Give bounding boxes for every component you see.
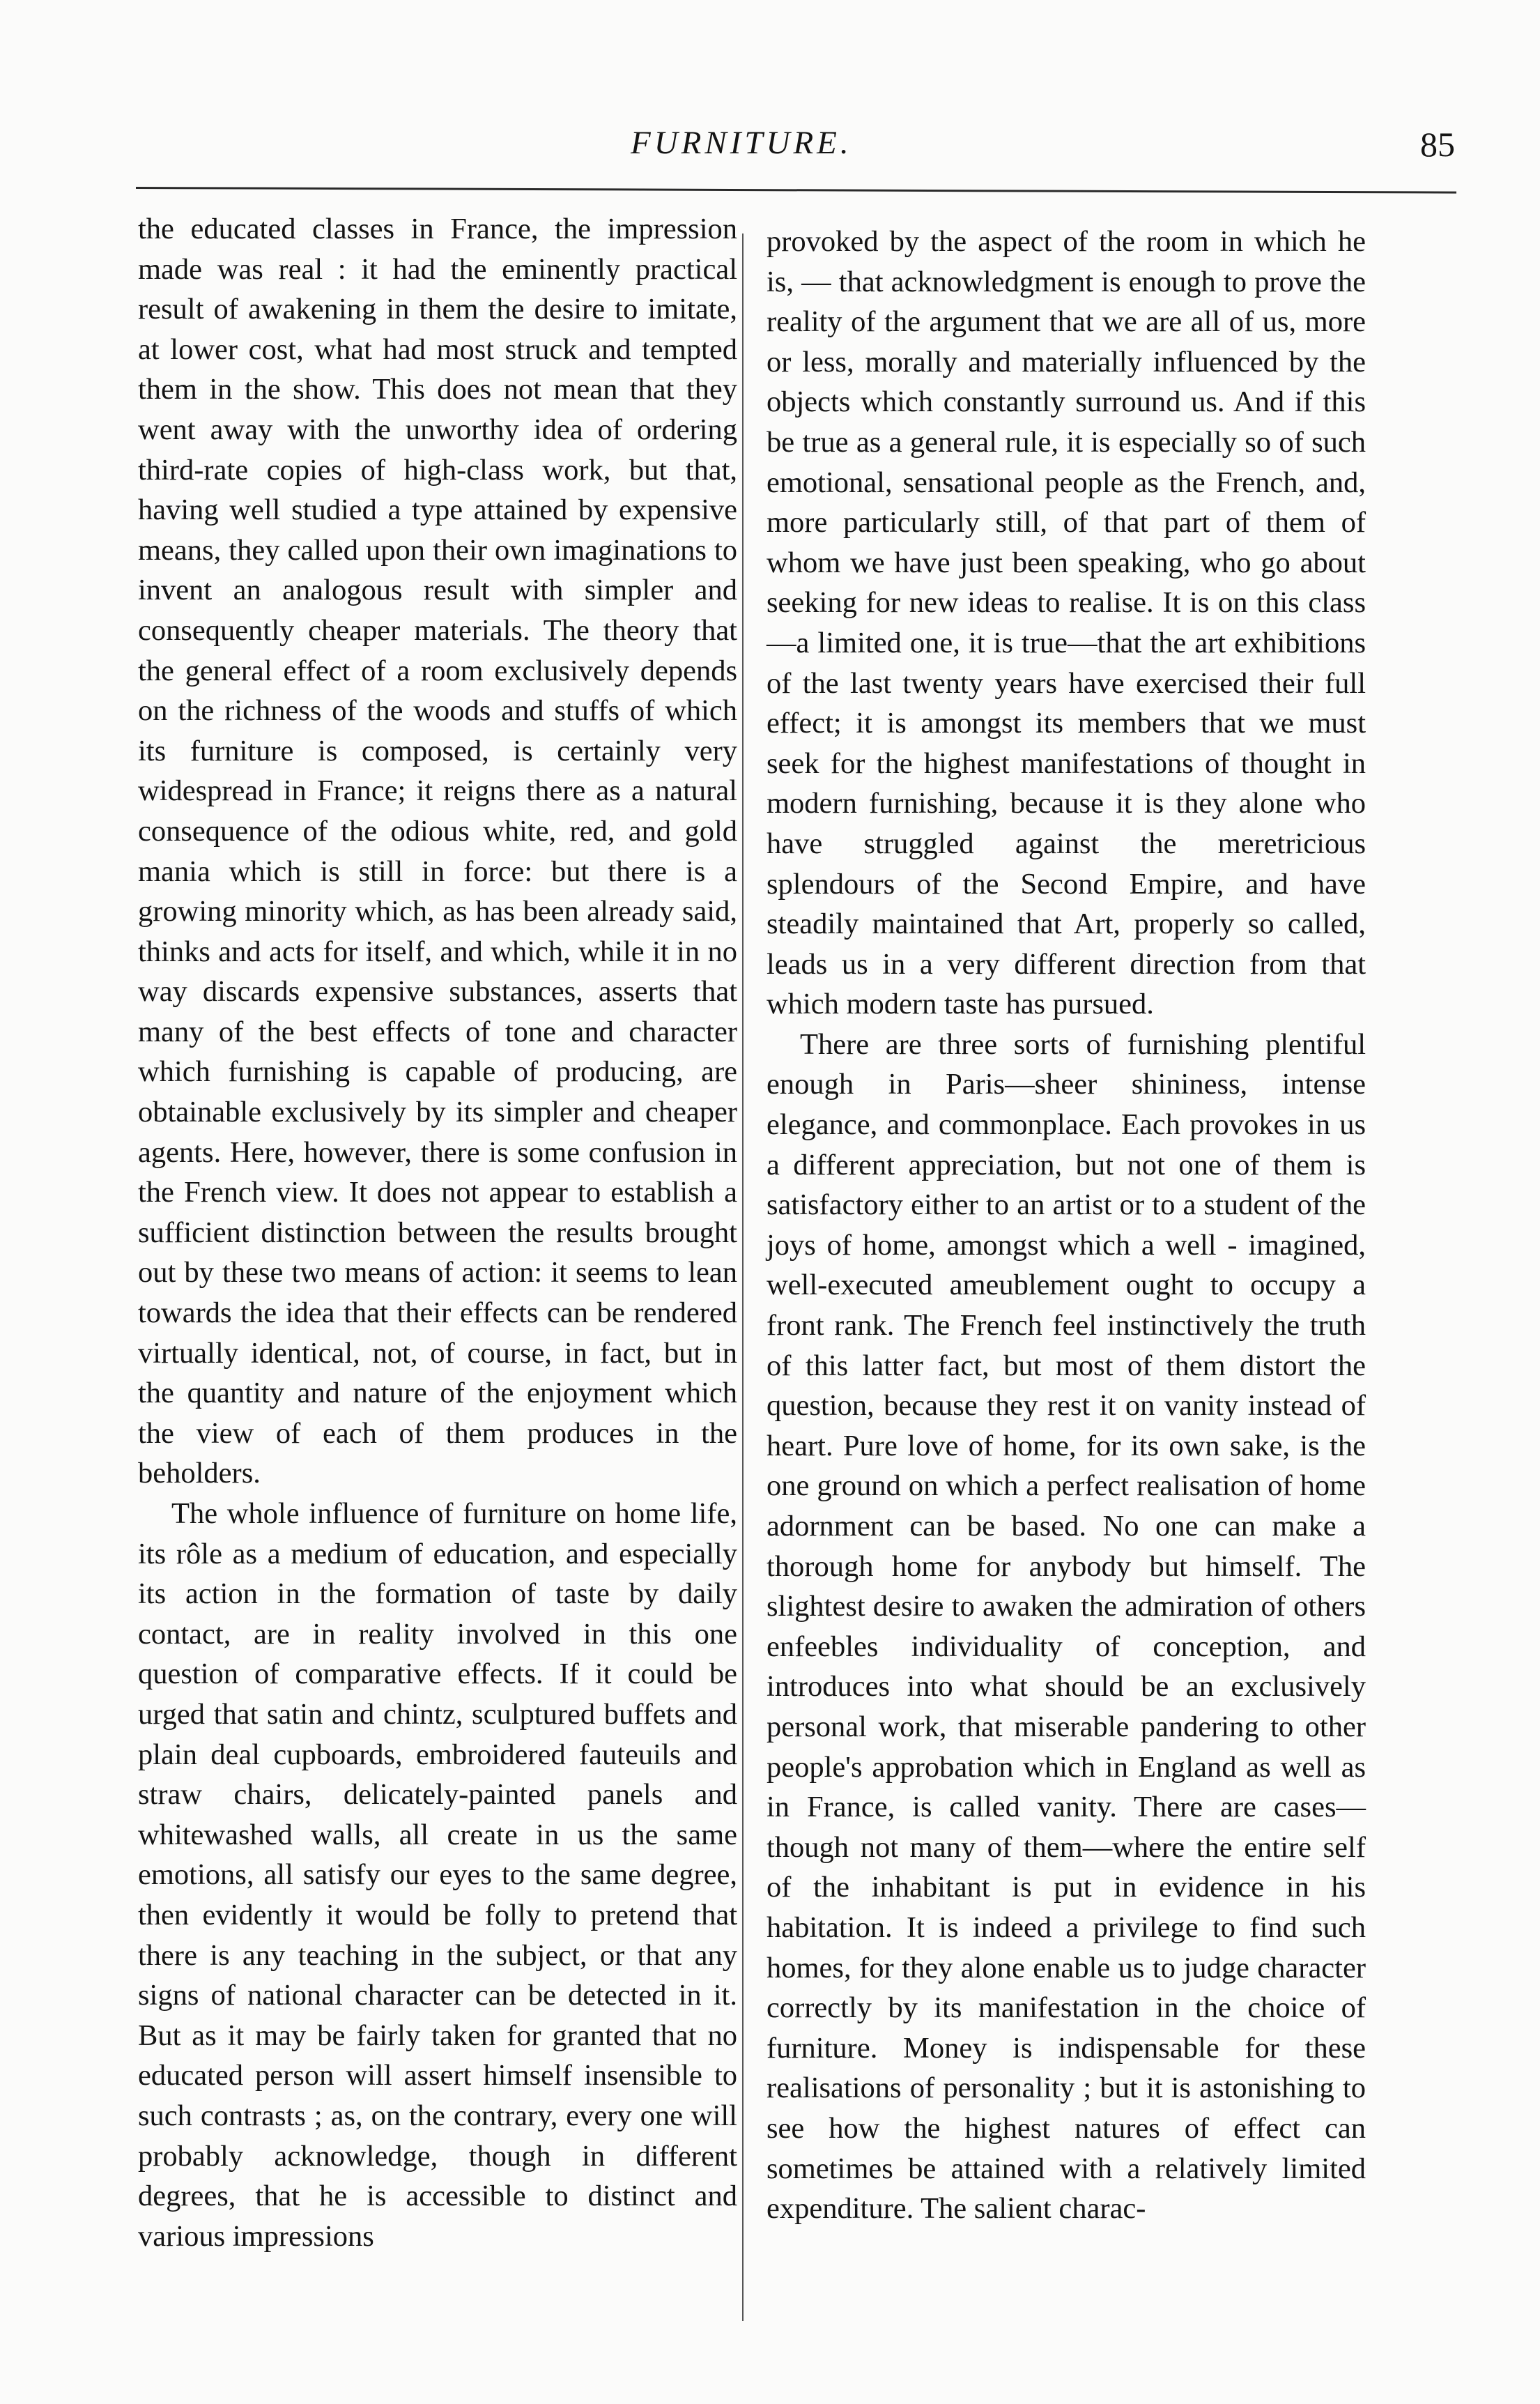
right-column (767, 222, 1366, 2229)
paragraph: There are three sorts of furnishing plentiful enough in Paris—sheer shininess, intense elegance, and commonplace. Each provokes in us a different appreciation, but not one of them is satisfactory either to an artist or to a student of the joys of home, amongst which a well - imagined, well-executed ameublement ought to occupy a front rank. The French feel instinctively the truth of this latter fact, but most of them distort the question, because they rest it on vanity instead of heart. Pure love of home, for its own sake, is the one ground on which a perfect realisation of home adornment can be based. No one can make a thorough home for anybody but himself. The slightest desire to awaken the admiration of others enfeebles individuality of conception, and introduces into what should be an exclusively personal work, that miserable pandering to other people's approbation which in England as well as in France, is called vanity. There are cases—though not many of them—where the entire self of the inhabitant is put in evidence in his habitation. It is indeed a privilege to find such homes, for they alone enable us to judge character correctly by its manifestation in the choice of furniture. Money is indispensable for these realisations of personality ; but it is astonishing to see how the highest natures of effect can sometimes be attained with a relatively limited expenditure. The salient charac- (767, 1027, 1366, 2226)
column-divider (742, 233, 744, 2321)
running-title: FURNITURE. (631, 125, 852, 161)
left-column (138, 209, 737, 2256)
paragraph: The whole influence of furniture on home life, its rôle as a medium of education, and especially its action in the formation of taste by daily contact, are in reality involved in this one question of comparative effects. If it could be urged that satin and chintz, sculptured buffets and plain deal cupboards, embroidered fauteuils and straw chairs, delicately-painted panels and whitewashed walls, all create in us the same emotions, all satisfy our eyes to the same degree, then evidently it would be folly to pretend that there is any teaching in the subject, or that any signs of national character can be detected in it. But as it may be fairly taken for granted that no educated person will assert himself insensible to such contrasts ; as, on the contrary, every one will probably acknowledge, though in different degrees, that he is accessible to distinct and various impressions (138, 1497, 737, 2253)
paragraph: the educated classes in France, the impression made was real : it had the eminently practical result of awakening in them the desire to imitate, at lower cost, what had most struck and tempted them in the show. This does not mean that they went away with the unworthy idea of ordering third-rate copies of high-class work, but that, having well studied a type attained by expensive means, they called upon their own imaginations to invent an analogous result with simpler and consequently cheaper materials. The theory that the general effect of a room exclusively depends on the richness of the woods and stuffs of which its furniture is composed, is certainly very widespread in France; it reigns there as a natural consequence of the odious white, red, and gold mania which is still in force: but there is a growing minority which, as has been already said, thinks and acts for itself, and which, while it in no way discards expensive substances, asserts that many of the best effects of tone and character which furnishing is capable of producing, are obtainable exclusively by its simpler and cheaper agents. Here, however, there is some confusion in the French view. It does not appear to establish a sufficient distinction between the results brought out by these two means of action: it seems to lean towards the idea that their effects can be rendered virtually identical, not, of course, in fact, but in the quantity and nature of the enjoyment which the view of each of them produces in the beholders. (138, 213, 737, 1490)
header-rule (136, 187, 1456, 194)
running-head (0, 124, 1540, 180)
page-number: 85 (1420, 125, 1455, 164)
paragraph: provoked by the aspect of the room in which he is, — that acknowledgment is enough to prove the reality of the argument that we are all of us, more or less, morally and materially influenced by the objects which constantly surround us. And if this be true as a general rule, it is especially so of such emotional, sensational people as the French, and, more particularly still, of that part of them of whom we have just been speaking, who go about seeking for new ideas to realise. It is on this class—a limited one, it is true—that the art exhibitions of the last twenty years have exercised their full effect; it is amongst its members that we must seek for the highest manifestations of thought in modern furnishing, because it is they alone who have struggled against the meretricious splendours of the Second Empire, and have steadily maintained that Art, properly so called, leads us in a very different direction from that which modern taste has pursued. (767, 225, 1366, 1021)
